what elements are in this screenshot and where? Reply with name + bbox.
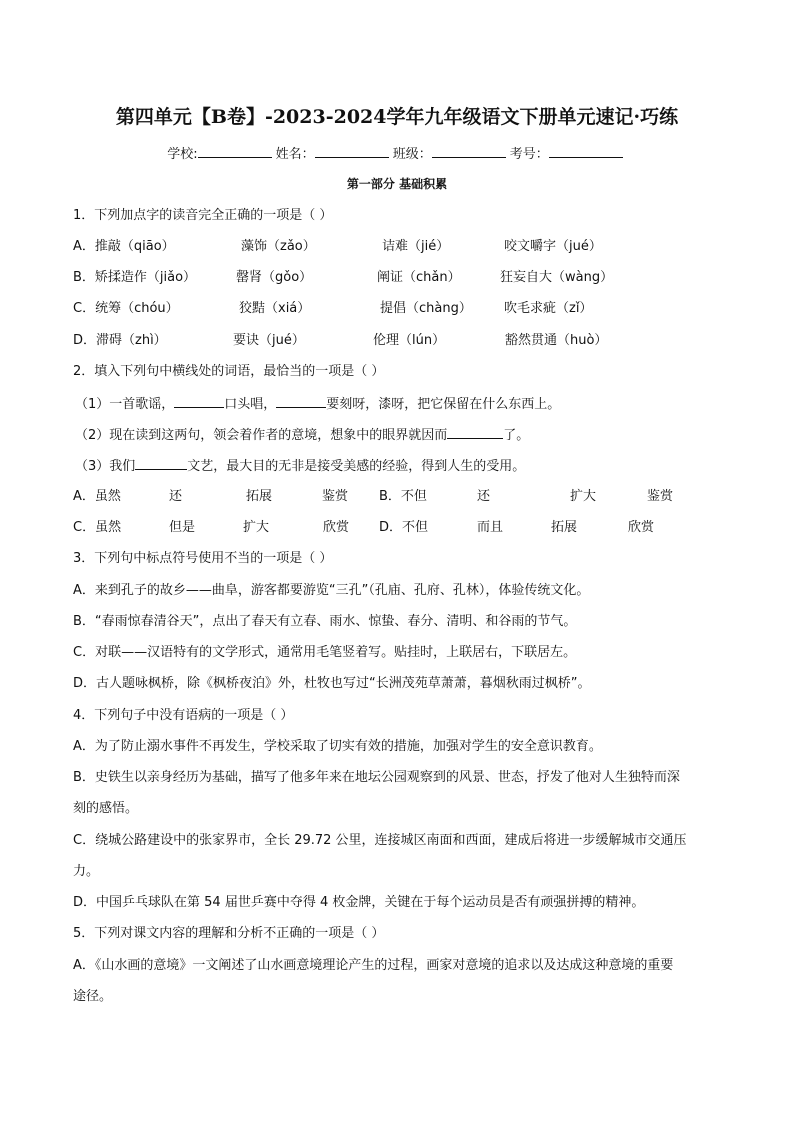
q2-s1-blank-1[interactable] xyxy=(174,395,224,408)
number-label: 考号： xyxy=(509,147,549,162)
q2-a-4: 鉴赏 xyxy=(322,489,349,504)
name-label: 姓名： xyxy=(275,147,315,162)
q1-a-4: 咬文嚼字（jué） xyxy=(504,239,602,254)
q4-option-b-cont: 刻的感悟。 xyxy=(73,801,139,816)
class-label: 班级： xyxy=(392,147,432,162)
q4-option-a: A．为了防止溺水事件不再发生，学校采取了切实有效的措施，加强对学生的安全意识教育。 xyxy=(73,739,602,754)
q5-stem: 5．下列对课文内容的理解和分析不正确的一项是（ ） xyxy=(73,926,385,941)
school-blank[interactable] xyxy=(198,145,272,158)
school-label: 学校: xyxy=(167,147,198,162)
q1-a-2: 藻饰（zǎo） xyxy=(241,239,316,254)
q1-stem: 1．下列加点字的读音完全正确的一项是（ ） xyxy=(73,208,333,223)
q1-b-4: 狂妄自大（wàng） xyxy=(500,270,614,285)
q4-option-c: C．绕城公路建设中的张家界市，全长 29.72 公里，连接城区南面和西面，建成后将进一步缓解城市交通压 xyxy=(73,833,687,848)
q2-sentence-3 xyxy=(75,457,525,476)
q5-option-a-cont: 途径。 xyxy=(73,989,113,1004)
student-info-row xyxy=(0,145,794,164)
class-blank[interactable] xyxy=(432,145,506,158)
q2-s3-blank[interactable] xyxy=(135,457,187,470)
q1-d-1: D．滞碍（zhì） xyxy=(73,333,167,348)
q5-option-a: A．《山水画的意境》一文阐述了山水画意境理论产生的过程，画家对意境的追求以及达成这种意境的重要 xyxy=(73,958,674,973)
q2-b-3: 扩大 xyxy=(570,489,597,504)
q2-a-1: A．虽然 xyxy=(73,489,121,504)
q4-option-c-cont: 力。 xyxy=(73,864,100,879)
q2-s1-blank-2[interactable] xyxy=(276,395,326,408)
q2-s1-part-b: 口头唱， xyxy=(224,397,277,412)
q3-option-d: D．古人题咏枫桥，除《枫桥夜泊》外，杜牧也写过“长洲茂苑草萧萧，暮烟秋雨过枫桥”。 xyxy=(73,676,591,691)
q3-option-a: A．来到孔子的故乡——曲阜，游客都要游览“三孔”（孔庙、孔府、孔林），体验传统文化。 xyxy=(73,583,590,598)
section-title: 第一部分 基础积累 xyxy=(346,177,448,191)
q1-b-3: 阐证（chǎn） xyxy=(377,270,461,285)
q2-b-4: 鉴赏 xyxy=(647,489,674,504)
q2-c-4: 欣赏 xyxy=(323,520,350,535)
q2-sentence-1 xyxy=(75,395,560,414)
q2-c-2: 但是 xyxy=(169,520,196,535)
q4-stem: 4．下列句子中没有语病的一项是（ ） xyxy=(73,708,294,723)
q2-a-2: 还 xyxy=(169,489,183,504)
q1-a-1: A．推敲（qiāo） xyxy=(73,239,175,254)
q1-c-3: 提倡（chàng） xyxy=(380,301,472,316)
q2-s3-part-a: （3）我们 xyxy=(75,459,136,474)
q3-stem: 3．下列句中标点符号使用不当的一项是（ ） xyxy=(73,551,333,566)
q2-b-2: 还 xyxy=(477,489,491,504)
q1-b-1: B．矫揉造作（jiǎo） xyxy=(73,270,197,285)
q2-d-4: 欣赏 xyxy=(628,520,655,535)
q2-c-1: C．虽然 xyxy=(73,520,122,535)
q2-d-3: 拓展 xyxy=(551,520,578,535)
q1-a-3: 诘难（jié） xyxy=(382,239,450,254)
q2-c-3: 扩大 xyxy=(243,520,270,535)
q1-d-4: 豁然贯通（huò） xyxy=(505,333,608,348)
q2-b-1: B．不但 xyxy=(379,489,427,504)
q1-c-1: C．统筹（chóu） xyxy=(73,301,179,316)
q4-option-b: B．史铁生以亲身经历为基础，描写了他多年来在地坛公园观察到的风景、世态，抒发了他对人生独特而深 xyxy=(73,770,680,785)
q3-option-c: C．对联——汉语特有的文学形式，通常用毛笔竖着写。贴挂时，上联居右，下联居左。 xyxy=(73,645,577,660)
q1-d-3: 伦理（lún） xyxy=(373,333,446,348)
q2-s2-part-a: （2）现在读到这两句，领会着作者的意境，想象中的眼界就因而 xyxy=(75,428,448,443)
q2-s2-part-b: 了。 xyxy=(503,428,530,443)
q3-option-b: B．“春雨惊春清谷天”，点出了春天有立春、雨水、惊蛰、春分、清明、和谷雨的节气。 xyxy=(73,614,577,629)
q1-d-2: 要诀（jué） xyxy=(233,333,305,348)
name-blank[interactable] xyxy=(315,145,389,158)
q2-d-1: D．不但 xyxy=(379,520,429,535)
q2-s1-part-c: 要刻呀，漆呀，把它保留在什么东西上。 xyxy=(326,397,561,412)
q2-s3-part-b: 文艺，最大目的无非是接受美感的经验，得到人生的受用。 xyxy=(187,459,526,474)
q1-c-4: 吹毛求疵（zǐ） xyxy=(504,301,593,316)
q2-stem: 2．填入下列句中横线处的词语，最恰当的一项是（ ） xyxy=(73,364,385,379)
q1-c-2: 狡黠（xiá） xyxy=(239,301,311,316)
number-blank[interactable] xyxy=(549,145,623,158)
q4-option-d: D．中国乒乓球队在第 54 届世乒赛中夺得 4 枚金牌，关键在于每个运动员是否有顽强拼搏的精神。 xyxy=(73,895,645,910)
q2-d-2: 而且 xyxy=(477,520,504,535)
page-title: 第四单元【B卷】-2023-2024学年九年级语文下册单元速记·巧练 xyxy=(115,106,679,128)
q2-s1-part-a: （1）一首歌谣， xyxy=(75,397,175,412)
q2-s2-blank[interactable] xyxy=(447,426,503,439)
q1-b-2: 罄肾（gǒo） xyxy=(236,270,313,285)
q2-a-3: 拓展 xyxy=(246,489,273,504)
q2-sentence-2 xyxy=(75,426,529,445)
